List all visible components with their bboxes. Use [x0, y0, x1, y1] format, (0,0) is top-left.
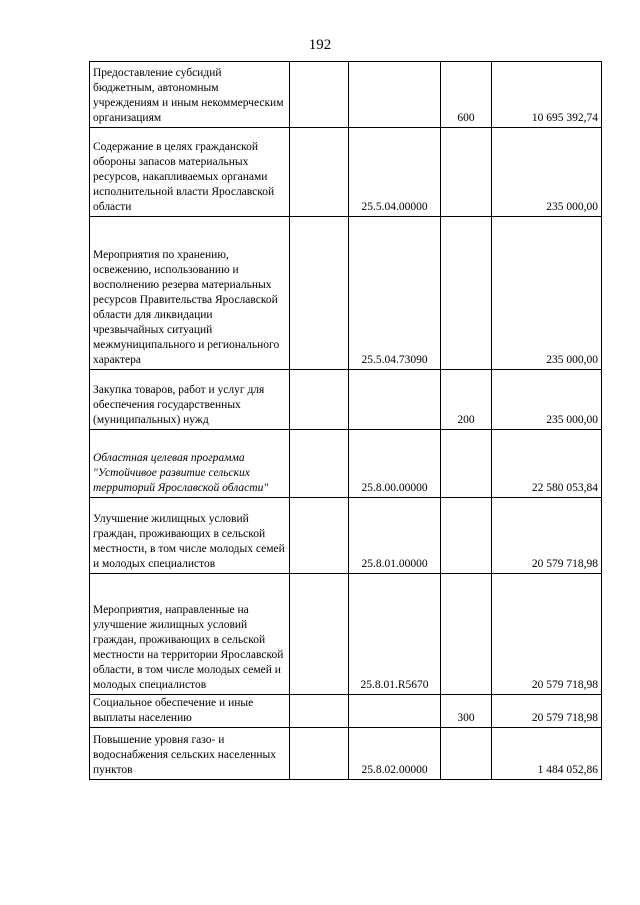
- row-name: Повышение уровня газо- и водоснабжения сельских населенных пунктов: [90, 728, 290, 780]
- table-row: [90, 498, 602, 574]
- table-row: [90, 128, 602, 217]
- row-csr-code: 25.8.01.R5670: [349, 574, 441, 695]
- row-col2: [290, 498, 349, 574]
- row-csr-code: [349, 62, 441, 128]
- row-name: Мероприятия по хранению, освежению, использованию и восполнению резерва материальных ресурсов Правительства Ярославской области для ликвидации чрезвычайных ситуаций межмуниципального и регионального характера: [90, 217, 290, 370]
- row-name: Содержание в целях гражданской обороны запасов материальных ресурсов, накапливаемых органами исполнительной власти Ярославской области: [90, 128, 290, 217]
- row-sum: 20 579 718,98: [492, 695, 602, 728]
- row-vr-code: 300: [441, 695, 492, 728]
- row-vr-code: [441, 430, 492, 498]
- row-col2: [290, 217, 349, 370]
- row-vr-code: [441, 128, 492, 217]
- row-sum: 20 579 718,98: [492, 574, 602, 695]
- table-row: [90, 62, 602, 128]
- row-col2: [290, 430, 349, 498]
- row-name: Закупка товаров, работ и услуг для обеспечения государственных (муниципальных) нужд: [90, 370, 290, 430]
- row-name: Улучшение жилищных условий граждан, проживающих в сельской местности, в том числе молодых семей и молодых специалистов: [90, 498, 290, 574]
- row-vr-code: [441, 574, 492, 695]
- row-name: Социальное обеспечение и иные выплаты населению: [90, 695, 290, 728]
- row-vr-code: 200: [441, 370, 492, 430]
- row-sum: 1 484 052,86: [492, 728, 602, 780]
- row-sum: 235 000,00: [492, 128, 602, 217]
- row-csr-code: 25.8.00.00000: [349, 430, 441, 498]
- budget-table: [89, 61, 602, 780]
- row-name: Областная целевая программа "Устойчивое развитие сельских территорий Ярославской области": [90, 430, 290, 498]
- row-vr-code: [441, 498, 492, 574]
- table-row: [90, 370, 602, 430]
- row-vr-code: [441, 217, 492, 370]
- row-sum: 10 695 392,74: [492, 62, 602, 128]
- row-sum: 22 580 053,84: [492, 430, 602, 498]
- row-col2: [290, 128, 349, 217]
- row-csr-code: 25.8.01.00000: [349, 498, 441, 574]
- row-col2: [290, 62, 349, 128]
- row-sum: 235 000,00: [492, 370, 602, 430]
- table-row: [90, 574, 602, 695]
- row-sum: 235 000,00: [492, 217, 602, 370]
- row-csr-code: [349, 695, 441, 728]
- row-vr-code: [441, 728, 492, 780]
- table-row: [90, 430, 602, 498]
- row-sum: 20 579 718,98: [492, 498, 602, 574]
- page-number: 192: [308, 37, 332, 53]
- row-csr-code: 25.5.04.73090: [349, 217, 441, 370]
- row-csr-code: [349, 370, 441, 430]
- row-col2: [290, 574, 349, 695]
- table-row: [90, 728, 602, 780]
- row-name: Предоставление субсидий бюджетным, автономным учреждениям и иным некоммерческим организациям: [90, 62, 290, 128]
- row-col2: [290, 695, 349, 728]
- table-row: [90, 695, 602, 728]
- row-col2: [290, 370, 349, 430]
- row-csr-code: 25.5.04.00000: [349, 128, 441, 217]
- row-col2: [290, 728, 349, 780]
- row-name: Мероприятия, направленные на улучшение жилищных условий граждан, проживающих в сельской местности на территории Ярославской области, в том числе молодых семей и молодых специалистов: [90, 574, 290, 695]
- row-vr-code: 600: [441, 62, 492, 128]
- row-csr-code: 25.8.02.00000: [349, 728, 441, 780]
- table-row: [90, 217, 602, 370]
